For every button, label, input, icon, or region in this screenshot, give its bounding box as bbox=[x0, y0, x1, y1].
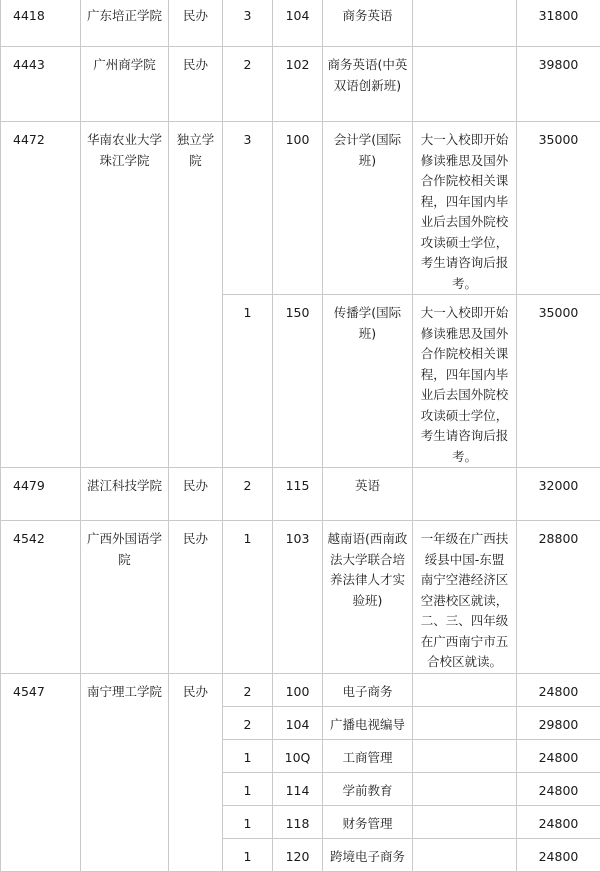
notes-cell: 一年级在广西扶绥县中国-东盟南宁空港经济区空港校区就读，二、三、四年级在广西南宁市五合校区就读。 bbox=[413, 521, 517, 674]
plan-count-cell: 2 bbox=[223, 468, 273, 521]
tuition-fee-cell: 35000 bbox=[517, 122, 600, 295]
table-row bbox=[1, 0, 600, 47]
school-name-cell: 广东培正学院 bbox=[81, 0, 169, 47]
notes-cell bbox=[413, 47, 517, 122]
tuition-fee-cell: 35000 bbox=[517, 295, 600, 468]
school-name-cell: 广西外国语学院 bbox=[81, 521, 169, 674]
major-name-cell: 商务英语(中英双语创新班) bbox=[323, 47, 413, 122]
notes-cell: 大一入校即开始修读雅思及国外合作院校相关课程，四年国内毕业后去国外院校攻读硕士学位，考生请咨询后报考。 bbox=[413, 295, 517, 468]
major-name-cell: 广播电视编导 bbox=[323, 706, 413, 739]
table-row bbox=[1, 521, 600, 674]
school-type-cell: 民办 bbox=[169, 673, 223, 871]
tuition-fee-cell: 24800 bbox=[517, 772, 600, 805]
major-code-cell: 10Q bbox=[273, 739, 323, 772]
major-name-cell: 工商管理 bbox=[323, 739, 413, 772]
table-row bbox=[1, 673, 600, 706]
notes-cell bbox=[413, 468, 517, 521]
tuition-fee-cell: 31800 bbox=[517, 0, 600, 47]
school-type-cell: 民办 bbox=[169, 47, 223, 122]
tuition-fee-cell: 39800 bbox=[517, 47, 600, 122]
school-code-cell: 4542 bbox=[1, 521, 81, 674]
major-name-cell: 跨境电子商务 bbox=[323, 838, 413, 871]
major-code-cell: 104 bbox=[273, 706, 323, 739]
plan-count-cell: 2 bbox=[223, 673, 273, 706]
major-code-cell: 114 bbox=[273, 772, 323, 805]
notes-cell bbox=[413, 838, 517, 871]
notes-cell bbox=[413, 0, 517, 47]
notes-cell bbox=[413, 739, 517, 772]
major-name-cell: 会计学(国际班) bbox=[323, 122, 413, 295]
plan-count-cell: 1 bbox=[223, 772, 273, 805]
major-code-cell: 103 bbox=[273, 521, 323, 674]
tuition-fee-cell: 24800 bbox=[517, 838, 600, 871]
major-name-cell: 英语 bbox=[323, 468, 413, 521]
table-row bbox=[1, 468, 600, 521]
notes-cell bbox=[413, 706, 517, 739]
school-name-cell: 南宁理工学院 bbox=[81, 673, 169, 871]
school-name-cell: 广州商学院 bbox=[81, 47, 169, 122]
major-name-cell: 电子商务 bbox=[323, 673, 413, 706]
school-name-cell: 湛江科技学院 bbox=[81, 468, 169, 521]
school-type-cell: 民办 bbox=[169, 521, 223, 674]
school-type-cell: 民办 bbox=[169, 468, 223, 521]
school-name-cell: 华南农业大学珠江学院 bbox=[81, 122, 169, 468]
tuition-fee-cell: 29800 bbox=[517, 706, 600, 739]
notes-cell bbox=[413, 805, 517, 838]
tuition-fee-cell: 32000 bbox=[517, 468, 600, 521]
major-code-cell: 104 bbox=[273, 0, 323, 47]
major-name-cell: 越南语(西南政法大学联合培养法律人才实验班) bbox=[323, 521, 413, 674]
school-type-cell: 独立学院 bbox=[169, 122, 223, 468]
major-code-cell: 102 bbox=[273, 47, 323, 122]
school-type-cell: 民办 bbox=[169, 0, 223, 47]
school-code-cell: 4547 bbox=[1, 673, 81, 871]
major-code-cell: 118 bbox=[273, 805, 323, 838]
school-code-cell: 4443 bbox=[1, 47, 81, 122]
plan-count-cell: 1 bbox=[223, 295, 273, 468]
notes-cell bbox=[413, 673, 517, 706]
tuition-fee-cell: 24800 bbox=[517, 805, 600, 838]
plan-count-cell: 1 bbox=[223, 805, 273, 838]
major-name-cell: 学前教育 bbox=[323, 772, 413, 805]
major-code-cell: 100 bbox=[273, 673, 323, 706]
major-code-cell: 150 bbox=[273, 295, 323, 468]
notes-cell: 大一入校即开始修读雅思及国外合作院校相关课程，四年国内毕业后去国外院校攻读硕士学位，考生请咨询后报考。 bbox=[413, 122, 517, 295]
table-row bbox=[1, 47, 600, 122]
tuition-fee-cell: 28800 bbox=[517, 521, 600, 674]
school-code-cell: 4479 bbox=[1, 468, 81, 521]
plan-count-cell: 3 bbox=[223, 0, 273, 47]
major-code-cell: 120 bbox=[273, 838, 323, 871]
plan-count-cell: 1 bbox=[223, 739, 273, 772]
major-code-cell: 115 bbox=[273, 468, 323, 521]
major-name-cell: 商务英语 bbox=[323, 0, 413, 47]
major-name-cell: 传播学(国际班) bbox=[323, 295, 413, 468]
tuition-fee-cell: 24800 bbox=[517, 739, 600, 772]
plan-count-cell: 2 bbox=[223, 706, 273, 739]
school-code-cell: 4472 bbox=[1, 122, 81, 468]
table-body bbox=[1, 0, 600, 871]
tuition-fee-cell: 24800 bbox=[517, 673, 600, 706]
major-name-cell: 财务管理 bbox=[323, 805, 413, 838]
plan-count-cell: 2 bbox=[223, 47, 273, 122]
school-code-cell: 4418 bbox=[1, 0, 81, 47]
plan-count-cell: 1 bbox=[223, 838, 273, 871]
plan-count-cell: 3 bbox=[223, 122, 273, 295]
plan-count-cell: 1 bbox=[223, 521, 273, 674]
table-row bbox=[1, 122, 600, 295]
major-code-cell: 100 bbox=[273, 122, 323, 295]
notes-cell bbox=[413, 772, 517, 805]
